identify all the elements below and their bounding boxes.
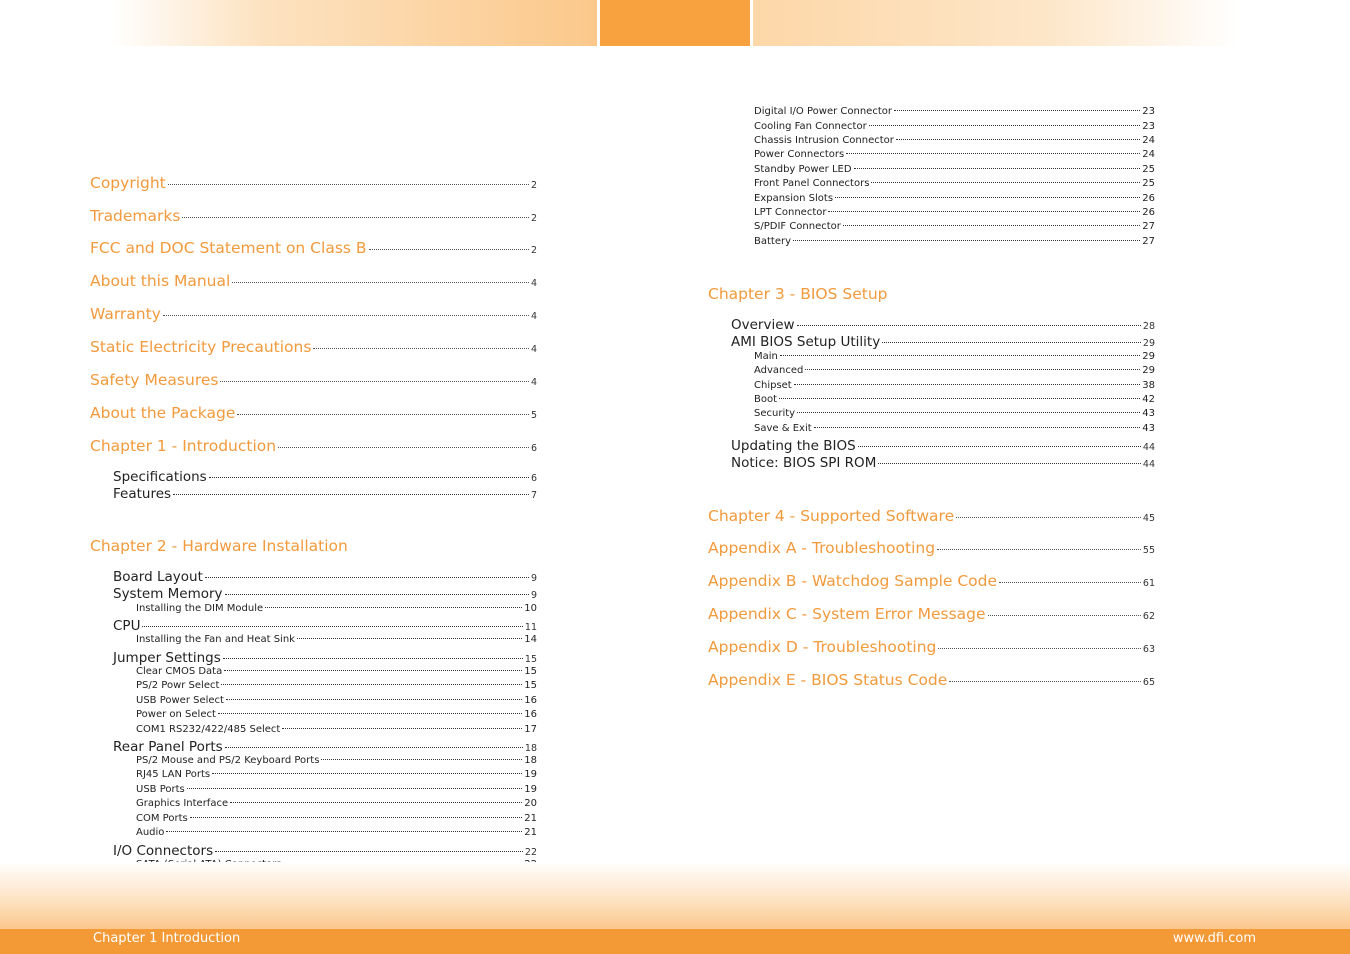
toc-entry-page: 18 [524,755,537,766]
toc-dot-leader [232,282,529,283]
toc-entry-page: 16 [524,695,537,706]
toc-entry-title: Power Connectors [754,149,845,160]
toc-entry[interactable] [113,486,537,502]
toc-entry-page: 62 [1142,611,1155,622]
toc-entry-title: COM1 RS232/422/485 Select [136,724,281,735]
toc-dot-leader [956,517,1141,518]
toc-entry-page: 63 [1142,644,1155,655]
toc-entry-page: 44 [1142,459,1155,470]
toc-entry[interactable] [90,537,537,555]
toc-entry-title: Chapter 2 - Hardware Installation [90,537,348,555]
toc-entry-title: Audio [136,827,165,838]
toc-dot-leader [212,773,522,774]
toc-entry-title: Chassis Intrusion Connector [754,135,894,146]
toc-dot-leader [999,582,1141,583]
toc-entry-page: 43 [1142,423,1155,434]
toc-dot-leader [938,648,1141,649]
toc-entry[interactable] [136,695,537,706]
toc-entry-title: CPU [113,618,141,634]
toc-entry-title: Board Layout [113,569,203,585]
toc-entry[interactable] [113,469,537,485]
toc-entry[interactable] [90,272,537,290]
toc-dot-leader [173,494,529,495]
toc-dot-leader [205,577,529,578]
toc-entry[interactable] [136,769,537,780]
toc-entry[interactable] [136,634,537,645]
toc-entry-title: USB Ports [136,784,185,795]
toc-entry[interactable] [708,671,1155,689]
toc-entry-title: Advanced [754,365,804,376]
toc-entry-page: 6 [530,473,537,484]
toc-entry[interactable] [136,680,537,691]
toc-entry[interactable] [731,334,1155,350]
toc-entry-page: 4 [530,377,537,388]
toc-dot-leader [871,182,1140,183]
toc-entry[interactable] [136,709,537,720]
toc-dot-leader [163,315,529,316]
toc-entry-page: 2 [530,213,537,224]
toc-dot-leader [187,788,523,789]
toc-dot-leader [297,638,522,639]
toc-dot-leader [843,225,1140,226]
toc-entry-page: 29 [1142,351,1155,362]
toc-entry[interactable] [136,603,537,614]
toc-entry-title: Jumper Settings [113,650,221,666]
toc-entry[interactable] [708,507,1155,525]
toc-entry[interactable] [113,739,537,755]
toc-entry-title: Save & Exit [754,423,812,434]
toc-entry-page: 29 [1142,338,1155,349]
toc-entry-title: Graphics Interface [136,798,229,809]
toc-entry-page: 4 [530,344,537,355]
toc-entry-page: 22 [524,847,537,858]
toc-entry-page: 29 [1142,365,1155,376]
toc-entry-title: Copyright [90,174,166,192]
toc-entry[interactable] [754,193,1155,204]
toc-entry-page: 14 [524,634,537,645]
toc-dot-leader [894,110,1140,111]
toc-entry[interactable] [731,438,1155,454]
toc-entry[interactable] [708,605,1155,623]
toc-entry-title: Chapter 3 - BIOS Setup [708,285,888,303]
toc-entry-page: 19 [524,769,537,780]
footer-chapter-label: Chapter 1 Introduction [93,931,241,946]
toc-entry-title: AMI BIOS Setup Utility [731,334,881,350]
toc-entry[interactable] [754,380,1155,391]
toc-dot-leader [230,802,522,803]
toc-entry-title: Front Panel Connectors [754,178,870,189]
toc-entry-title: Boot [754,394,778,405]
toc-entry[interactable] [754,423,1155,434]
toc-dot-leader [814,427,1141,428]
header-band-right [753,0,1240,46]
toc-entry-page: 2 [530,180,537,191]
toc-entry-page: 19 [524,784,537,795]
toc-entry-title: Standby Power LED [754,164,852,175]
toc-entry[interactable] [708,638,1155,656]
toc-entry-title: FCC and DOC Statement on Class B [90,239,367,257]
toc-dot-leader [794,384,1141,385]
toc-entry-title: Warranty [90,305,161,323]
toc-entry-page: 18 [524,743,537,754]
toc-entry-page: 6 [530,443,537,454]
toc-dot-leader [223,658,523,659]
toc-dot-leader [321,759,522,760]
toc-entry[interactable] [754,408,1155,419]
toc-entry[interactable] [90,437,537,455]
toc-dot-leader [278,447,529,448]
toc-entry-title: Appendix E - BIOS Status Code [708,671,948,689]
toc-entry-title: Appendix D - Troubleshooting [708,638,937,656]
toc-entry-title: PS/2 Mouse and PS/2 Keyboard Ports [136,755,320,766]
toc-entry-title: Main [754,351,778,362]
toc-entry-page: 16 [524,709,537,720]
toc-entry-title: Notice: BIOS SPI ROM [731,455,877,471]
toc-dot-leader [937,549,1141,550]
toc-entry-page: 28 [1142,321,1155,332]
toc-entry-title: Digital I/O Power Connector [754,106,892,117]
toc-dot-leader [793,240,1140,241]
toc-dot-leader [166,831,522,832]
toc-entry-page: 25 [1142,164,1155,175]
toc-entry-page: 26 [1142,207,1155,218]
toc-entry-page: 15 [524,666,537,677]
toc-entry-title: Rear Panel Ports [113,739,223,755]
toc-entry-title: Battery [754,236,792,247]
toc-entry[interactable] [90,338,537,356]
toc-entry[interactable] [708,285,1155,303]
toc-entry-title: Security [754,408,796,419]
toc-dot-leader [221,684,522,685]
toc-entry-title: Chapter 4 - Supported Software [708,507,955,525]
toc-entry[interactable] [754,178,1155,189]
toc-dot-leader [882,342,1141,343]
toc-dot-leader [949,681,1141,682]
toc-dot-leader [209,477,529,478]
toc-entry-page: 15 [524,680,537,691]
header-band-left [110,0,597,46]
toc-entry-title: Specifications [113,469,207,485]
toc-dot-leader [142,626,522,627]
toc-entry-title: Appendix A - Troubleshooting [708,539,936,557]
toc-entry-title: RJ45 LAN Ports [136,769,211,780]
toc-entry-page: 10 [524,603,537,614]
toc-dot-leader [988,615,1141,616]
toc-entry-title: Safety Measures [90,371,219,389]
toc-dot-leader [896,139,1140,140]
toc-dot-leader [265,607,522,608]
toc-entry-page: 44 [1142,442,1155,453]
toc-dot-leader [168,184,529,185]
toc-dot-leader [854,168,1141,169]
toc-entry-page: 26 [1142,193,1155,204]
toc-entry-page: 2 [530,245,537,256]
toc-entry-page: 4 [530,278,537,289]
toc-entry[interactable] [754,164,1155,175]
toc-entry-page: 27 [1142,236,1155,247]
toc-entry-title: PS/2 Powr Select [136,680,220,691]
toc-entry-title: Power on Select [136,709,216,720]
toc-entry-title: Features [113,486,172,502]
toc-dot-leader [797,412,1140,413]
footer-website: www.dfi.com [1172,931,1256,946]
toc-entry-page: 45 [1142,513,1155,524]
toc-dot-leader [805,369,1140,370]
toc-entry[interactable] [113,618,537,634]
toc-dot-leader [828,211,1140,212]
toc-dot-leader [846,153,1140,154]
toc-dot-leader [225,594,529,595]
toc-entry-title: Appendix C - System Error Message [708,605,986,623]
toc-entry-page: 43 [1142,408,1155,419]
toc-entry-page: 27 [1142,221,1155,232]
toc-entry[interactable] [136,813,537,824]
footer-gradient [0,862,1350,930]
toc-entry-title: Installing the DIM Module [136,603,264,614]
toc-dot-leader [313,348,529,349]
toc-entry[interactable] [754,236,1155,247]
toc-entry[interactable] [136,798,537,809]
toc-entry[interactable] [90,207,537,225]
toc-dot-leader [224,670,522,671]
toc-dot-leader [282,728,522,729]
toc-entry-page: 5 [530,410,537,421]
toc-entry[interactable] [90,305,537,323]
toc-entry[interactable] [754,365,1155,376]
toc-entry[interactable] [708,572,1155,590]
toc-dot-leader [190,817,523,818]
toc-entry-title: USB Power Select [136,695,224,706]
toc-dot-leader [218,713,522,714]
toc-entry-page: 7 [530,490,537,501]
toc-entry-title: I/O Connectors [113,843,214,859]
toc-entry[interactable] [754,394,1155,405]
toc-dot-leader [182,217,528,218]
toc-dot-leader [858,446,1141,447]
toc-entry[interactable] [754,135,1155,146]
toc-entry-page: 9 [530,573,537,584]
toc-entry-page: 38 [1142,380,1155,391]
toc-entry-page: 9 [530,590,537,601]
toc-dot-leader [797,325,1141,326]
toc-entry-title: Trademarks [90,207,181,225]
toc-entry-title: S/PDIF Connector [754,221,841,232]
toc-entry[interactable] [754,207,1155,218]
toc-entry[interactable] [754,121,1155,132]
toc-dot-leader [780,355,1140,356]
toc-dot-leader [779,398,1140,399]
toc-dot-leader [878,463,1141,464]
toc-entry-title: About the Package [90,404,236,422]
toc-dot-leader [869,125,1141,126]
toc-dot-leader [369,249,529,250]
toc-entry[interactable] [754,221,1155,232]
toc-entry-page: 15 [524,654,537,665]
toc-entry-title: About this Manual [90,272,231,290]
toc-entry[interactable] [731,317,1155,333]
toc-entry-page: 4 [530,311,537,322]
toc-entry[interactable] [731,455,1155,471]
toc-entry-page: 20 [524,798,537,809]
toc-entry[interactable] [136,724,537,735]
toc-entry-title: Chipset [754,380,792,391]
toc-entry[interactable] [90,404,537,422]
toc-entry[interactable] [136,666,537,677]
toc-entry-title: Static Electricity Precautions [90,338,312,356]
toc-entry-page: 11 [524,622,537,633]
toc-entry[interactable] [754,351,1155,362]
toc-entry-title: Updating the BIOS [731,438,856,454]
toc-entry[interactable] [113,586,537,602]
toc-entry-title: Expansion Slots [754,193,834,204]
header-tab [600,0,750,46]
toc-entry[interactable] [90,371,537,389]
toc-entry[interactable] [754,106,1155,117]
toc-entry-title: Clear CMOS Data [136,666,223,677]
toc-entry-page: 24 [1142,149,1155,160]
toc-entry-title: Installing the Fan and Heat Sink [136,634,295,645]
toc-entry-title: COM Ports [136,813,188,824]
toc-entry-page: 23 [1142,106,1155,117]
toc-entry-page: 23 [1142,121,1155,132]
toc-entry-title: Cooling Fan Connector [754,121,867,132]
toc-dot-leader [220,381,528,382]
toc-entry[interactable] [113,650,537,666]
toc-entry-page: 25 [1142,178,1155,189]
toc-dot-leader [835,197,1140,198]
toc-entry-title: System Memory [113,586,223,602]
toc-entry-page: 21 [524,813,537,824]
toc-entry-page: 21 [524,827,537,838]
toc-entry[interactable] [113,843,537,859]
toc-entry[interactable] [754,149,1155,160]
toc-entry[interactable] [708,539,1155,557]
toc-entry-page: 17 [524,724,537,735]
toc-entry-title: Chapter 1 - Introduction [90,437,277,455]
toc-entry[interactable] [136,755,537,766]
toc-dot-leader [215,851,523,852]
toc-entry-page: 65 [1142,677,1155,688]
toc-entry[interactable] [136,827,537,838]
toc-entry-title: LPT Connector [754,207,827,218]
toc-entry[interactable] [90,174,537,192]
toc-entry-page: 24 [1142,135,1155,146]
toc-entry[interactable] [136,784,537,795]
toc-entry[interactable] [90,239,537,257]
toc-entry[interactable] [113,569,537,585]
toc-entry-title: Overview [731,317,795,333]
toc-entry-page: 55 [1142,545,1155,556]
toc-entry-page: 42 [1142,394,1155,405]
toc-dot-leader [226,699,522,700]
toc-entry-page: 61 [1142,578,1155,589]
toc-dot-leader [237,414,529,415]
toc-dot-leader [225,747,523,748]
toc-entry-title: Appendix B - Watchdog Sample Code [708,572,998,590]
